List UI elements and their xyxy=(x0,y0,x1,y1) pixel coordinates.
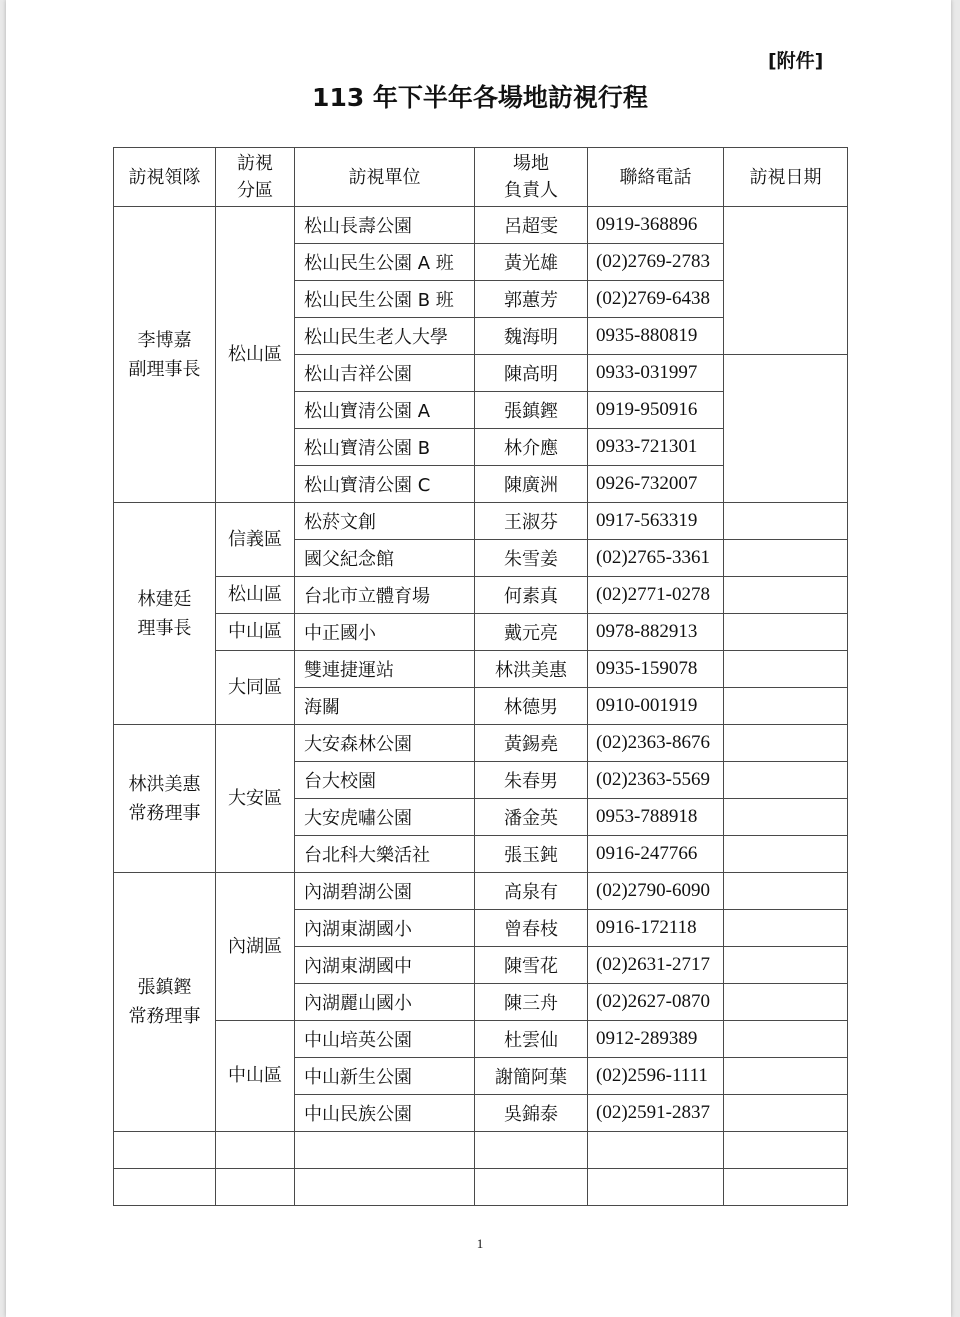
district-cell: 中山區 xyxy=(216,614,295,651)
phone-cell: (02)2591-2837 xyxy=(588,1095,724,1132)
district-cell: 中山區 xyxy=(216,1021,295,1132)
person-cell: 魏海明 xyxy=(475,318,588,355)
phone-cell: (02)2363-8676 xyxy=(588,725,724,762)
visit-date-cell xyxy=(724,503,848,540)
district-cell: 大安區 xyxy=(216,725,295,873)
person-cell: 林洪美惠 xyxy=(475,651,588,688)
unit-cell: 松山寶清公園 C xyxy=(295,466,475,503)
leader-cell: 林洪美惠 常務理事 xyxy=(114,725,216,873)
district-cell: 信義區 xyxy=(216,503,295,577)
unit-cell: 台北科大樂活社 xyxy=(295,836,475,873)
district-cell: 松山區 xyxy=(216,207,295,503)
person-cell: 謝簡阿葉 xyxy=(475,1058,588,1095)
phone-cell: 0910-001919 xyxy=(588,688,724,725)
unit-cell: 中正國小 xyxy=(295,614,475,651)
person-cell: 陳廣洲 xyxy=(475,466,588,503)
col-header-leader: 訪視領隊 xyxy=(114,148,216,207)
person-cell: 曾春枝 xyxy=(475,910,588,947)
visit-schedule-table xyxy=(113,147,848,1206)
visit-date-cell xyxy=(724,799,848,836)
table-row xyxy=(114,651,848,688)
col-header-phone: 聯絡電話 xyxy=(588,148,724,207)
unit-cell: 內湖東湖國中 xyxy=(295,947,475,984)
visit-date-cell xyxy=(724,614,848,651)
phone-cell: 0953-788918 xyxy=(588,799,724,836)
phone-cell: (02)2363-5569 xyxy=(588,762,724,799)
unit-cell: 台大校園 xyxy=(295,762,475,799)
unit-cell: 國父紀念館 xyxy=(295,540,475,577)
leader-cell: 林建廷 理事長 xyxy=(114,503,216,725)
unit-cell: 松山寶清公園 A xyxy=(295,392,475,429)
district-cell: 松山區 xyxy=(216,577,295,614)
phone-cell: 0919-950916 xyxy=(588,392,724,429)
phone-cell: (02)2627-0870 xyxy=(588,984,724,1021)
unit-cell: 松山長壽公園 xyxy=(295,207,475,244)
unit-cell: 內湖碧湖公園 xyxy=(295,873,475,910)
empty-cell xyxy=(216,1169,295,1206)
unit-cell: 台北市立體育場 xyxy=(295,577,475,614)
phone-cell: 0912-289389 xyxy=(588,1021,724,1058)
phone-cell: 0917-563319 xyxy=(588,503,724,540)
table-header-row xyxy=(114,148,848,207)
empty-cell xyxy=(295,1132,475,1169)
person-cell: 陳高明 xyxy=(475,355,588,392)
visit-date-cell xyxy=(724,207,848,355)
visit-date-cell xyxy=(724,1095,848,1132)
empty-cell xyxy=(475,1132,588,1169)
table-row xyxy=(114,725,848,762)
visit-date-cell xyxy=(724,1058,848,1095)
empty-cell xyxy=(114,1169,216,1206)
unit-cell: 中山民族公園 xyxy=(295,1095,475,1132)
phone-cell: (02)2596-1111 xyxy=(588,1058,724,1095)
table-row xyxy=(114,207,848,244)
col-header-date: 訪視日期 xyxy=(724,148,848,207)
unit-cell: 松山寶清公園 B xyxy=(295,429,475,466)
visit-date-cell xyxy=(724,651,848,688)
attachment-label: [附件] xyxy=(768,50,824,72)
person-cell: 吳錦泰 xyxy=(475,1095,588,1132)
empty-cell xyxy=(295,1169,475,1206)
phone-cell: (02)2765-3361 xyxy=(588,540,724,577)
empty-cell xyxy=(588,1169,724,1206)
district-cell: 大同區 xyxy=(216,651,295,725)
phone-cell: 0919-368896 xyxy=(588,207,724,244)
phone-cell: (02)2771-0278 xyxy=(588,577,724,614)
person-cell: 朱春男 xyxy=(475,762,588,799)
page-number: 1 xyxy=(476,1236,484,1251)
unit-cell: 松山民生公園 B 班 xyxy=(295,281,475,318)
phone-cell: 0916-172118 xyxy=(588,910,724,947)
person-cell: 黃光雄 xyxy=(475,244,588,281)
unit-cell: 雙連捷運站 xyxy=(295,651,475,688)
unit-cell: 中山培英公園 xyxy=(295,1021,475,1058)
phone-cell: 0935-880819 xyxy=(588,318,724,355)
person-cell: 王淑芬 xyxy=(475,503,588,540)
visit-date-cell xyxy=(724,1021,848,1058)
phone-cell: 0935-159078 xyxy=(588,651,724,688)
unit-cell: 松山吉祥公園 xyxy=(295,355,475,392)
person-cell: 陳三舟 xyxy=(475,984,588,1021)
phone-cell: 0916-247766 xyxy=(588,836,724,873)
visit-date-cell xyxy=(724,873,848,910)
person-cell: 張鎮鏗 xyxy=(475,392,588,429)
unit-cell: 內湖麗山國小 xyxy=(295,984,475,1021)
visit-date-cell xyxy=(724,836,848,873)
visit-date-cell xyxy=(724,947,848,984)
leader-cell: 張鎮鏗 常務理事 xyxy=(114,873,216,1132)
unit-cell: 松山民生公園 A 班 xyxy=(295,244,475,281)
unit-cell: 海關 xyxy=(295,688,475,725)
visit-date-cell xyxy=(724,725,848,762)
leader-cell: 李博嘉 副理事長 xyxy=(114,207,216,503)
table-row xyxy=(114,873,848,910)
visit-date-cell xyxy=(724,355,848,503)
phone-cell: 0933-031997 xyxy=(588,355,724,392)
person-cell: 林介應 xyxy=(475,429,588,466)
unit-cell: 中山新生公園 xyxy=(295,1058,475,1095)
district-cell: 內湖區 xyxy=(216,873,295,1021)
empty-table-row xyxy=(114,1169,848,1206)
unit-cell: 大安虎嘯公園 xyxy=(295,799,475,836)
person-cell: 潘金英 xyxy=(475,799,588,836)
visit-date-cell xyxy=(724,577,848,614)
person-cell: 杜雲仙 xyxy=(475,1021,588,1058)
phone-cell: (02)2769-6438 xyxy=(588,281,724,318)
phone-cell: (02)2790-6090 xyxy=(588,873,724,910)
person-cell: 陳雪花 xyxy=(475,947,588,984)
person-cell: 郭蕙芳 xyxy=(475,281,588,318)
empty-cell xyxy=(475,1169,588,1206)
col-header-person: 場地 負責人 xyxy=(475,148,588,207)
phone-cell: (02)2631-2717 xyxy=(588,947,724,984)
person-cell: 何素真 xyxy=(475,577,588,614)
col-header-district: 訪視 分區 xyxy=(216,148,295,207)
person-cell: 朱雪姜 xyxy=(475,540,588,577)
table-row xyxy=(114,1021,848,1058)
unit-cell: 松菸文創 xyxy=(295,503,475,540)
person-cell: 高泉有 xyxy=(475,873,588,910)
empty-cell xyxy=(114,1132,216,1169)
person-cell: 戴元亮 xyxy=(475,614,588,651)
col-header-unit: 訪視單位 xyxy=(295,148,475,207)
person-cell: 張玉鈍 xyxy=(475,836,588,873)
page-title: 113 年下半年各場地訪視行程 xyxy=(312,83,648,112)
visit-date-cell xyxy=(724,762,848,799)
visit-date-cell xyxy=(724,688,848,725)
table-row xyxy=(114,503,848,540)
person-cell: 林德男 xyxy=(475,688,588,725)
unit-cell: 大安森林公園 xyxy=(295,725,475,762)
person-cell: 呂超雯 xyxy=(475,207,588,244)
unit-cell: 松山民生老人大學 xyxy=(295,318,475,355)
unit-cell: 內湖東湖國小 xyxy=(295,910,475,947)
empty-cell xyxy=(588,1132,724,1169)
empty-cell xyxy=(724,1169,848,1206)
phone-cell: 0933-721301 xyxy=(588,429,724,466)
empty-cell xyxy=(724,1132,848,1169)
empty-cell xyxy=(216,1132,295,1169)
visit-date-cell xyxy=(724,910,848,947)
table-row xyxy=(114,614,848,651)
empty-table-row xyxy=(114,1132,848,1169)
visit-date-cell xyxy=(724,984,848,1021)
phone-cell: 0926-732007 xyxy=(588,466,724,503)
visit-date-cell xyxy=(724,540,848,577)
phone-cell: (02)2769-2783 xyxy=(588,244,724,281)
table-row xyxy=(114,577,848,614)
person-cell: 黃錫堯 xyxy=(475,725,588,762)
phone-cell: 0978-882913 xyxy=(588,614,724,651)
